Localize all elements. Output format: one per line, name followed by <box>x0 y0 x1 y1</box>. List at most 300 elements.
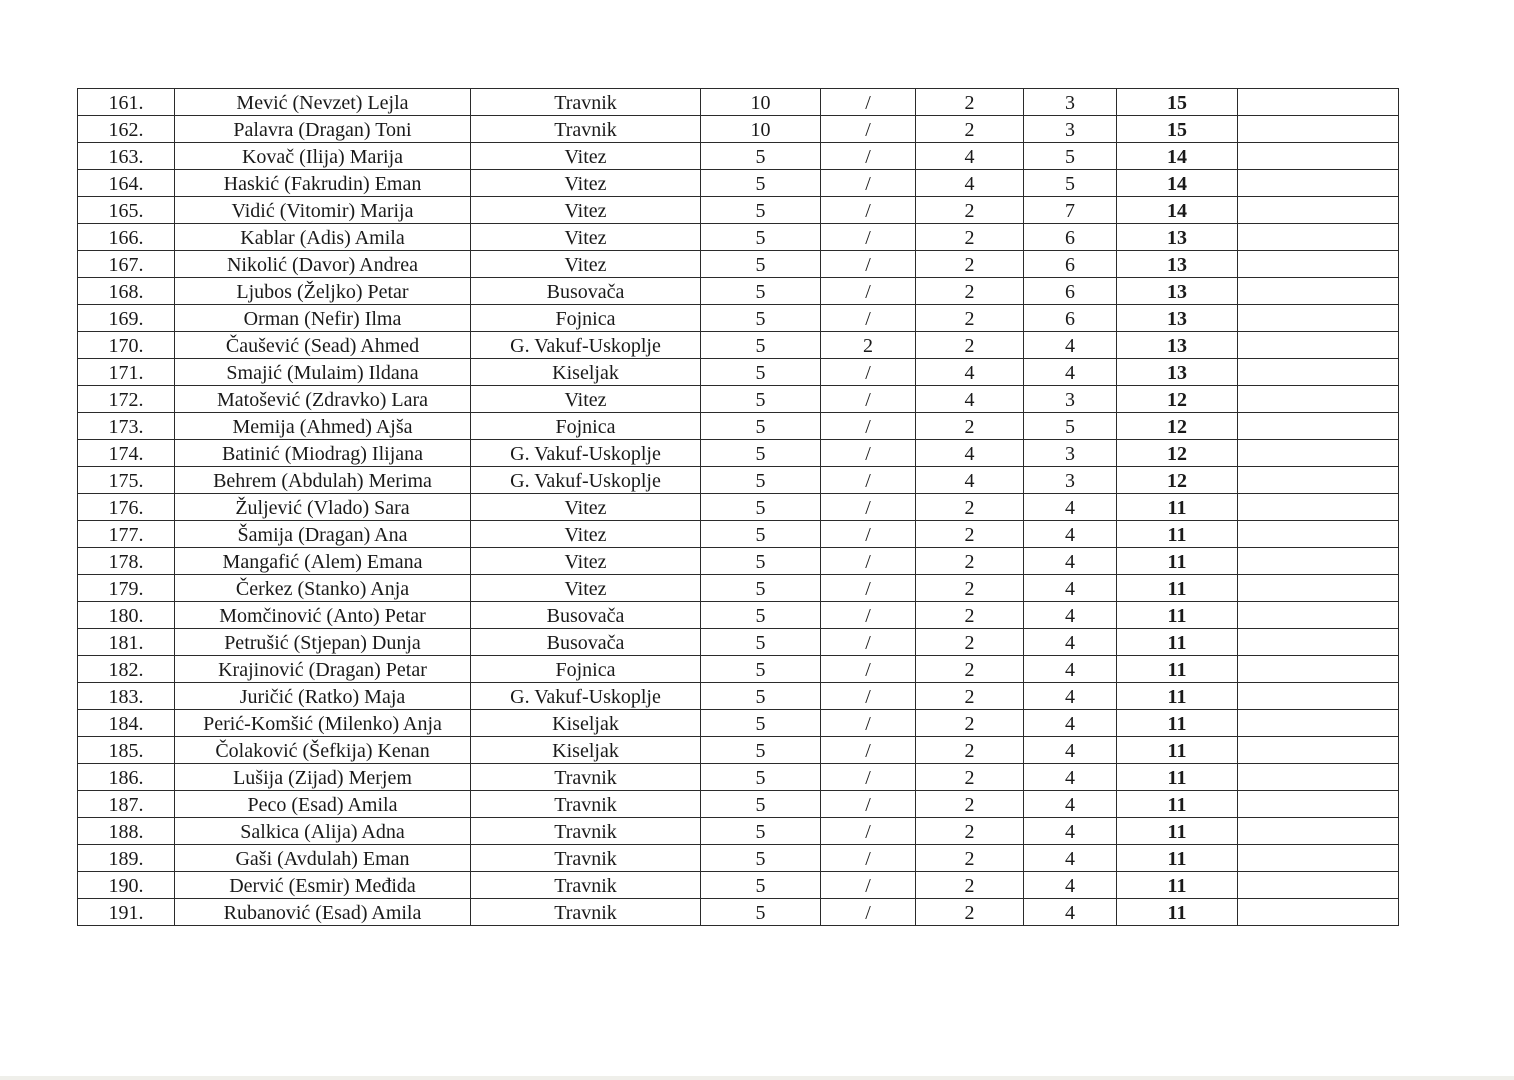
score-c-cell: 2 <box>916 899 1024 926</box>
municipality-cell: Vitez <box>471 386 701 413</box>
score-a-cell: 5 <box>701 764 821 791</box>
row-number-cell: 175. <box>78 467 175 494</box>
row-number-cell: 176. <box>78 494 175 521</box>
empty-cell <box>1238 683 1399 710</box>
score-a-cell: 5 <box>701 683 821 710</box>
total-score-cell: 11 <box>1117 818 1238 845</box>
score-b-cell: / <box>821 602 916 629</box>
score-d-cell: 6 <box>1024 278 1117 305</box>
row-number-cell: 172. <box>78 386 175 413</box>
score-a-cell: 5 <box>701 791 821 818</box>
row-number-cell: 177. <box>78 521 175 548</box>
student-name-cell: Batinić (Miodrag) Ilijana <box>175 440 471 467</box>
score-a-cell: 5 <box>701 656 821 683</box>
municipality-cell: Vitez <box>471 521 701 548</box>
table-row <box>78 818 1399 845</box>
student-name-cell: Čerkez (Stanko) Anja <box>175 575 471 602</box>
total-score-cell: 11 <box>1117 521 1238 548</box>
municipality-cell: Busovača <box>471 602 701 629</box>
table-row <box>78 143 1399 170</box>
score-b-cell: / <box>821 278 916 305</box>
table-row <box>78 845 1399 872</box>
empty-cell <box>1238 629 1399 656</box>
empty-cell <box>1238 575 1399 602</box>
score-b-cell: / <box>821 548 916 575</box>
table-row <box>78 683 1399 710</box>
table-row <box>78 278 1399 305</box>
score-c-cell: 2 <box>916 278 1024 305</box>
score-c-cell: 2 <box>916 548 1024 575</box>
score-a-cell: 5 <box>701 386 821 413</box>
score-d-cell: 4 <box>1024 791 1117 818</box>
score-b-cell: / <box>821 305 916 332</box>
student-name-cell: Salkica (Alija) Adna <box>175 818 471 845</box>
table-row <box>78 467 1399 494</box>
score-a-cell: 5 <box>701 305 821 332</box>
score-c-cell: 2 <box>916 575 1024 602</box>
municipality-cell: Vitez <box>471 143 701 170</box>
municipality-cell: Kiseljak <box>471 737 701 764</box>
empty-cell <box>1238 899 1399 926</box>
score-b-cell: / <box>821 656 916 683</box>
municipality-cell: Travnik <box>471 116 701 143</box>
score-b-cell: / <box>821 251 916 278</box>
score-b-cell: / <box>821 845 916 872</box>
table-row <box>78 197 1399 224</box>
table-row <box>78 548 1399 575</box>
score-b-cell: 2 <box>821 332 916 359</box>
municipality-cell: Fojnica <box>471 656 701 683</box>
municipality-cell: G. Vakuf-Uskoplje <box>471 467 701 494</box>
table-row <box>78 413 1399 440</box>
municipality-cell: Vitez <box>471 197 701 224</box>
student-name-cell: Čaušević (Sead) Ahmed <box>175 332 471 359</box>
score-d-cell: 5 <box>1024 143 1117 170</box>
municipality-cell: Travnik <box>471 818 701 845</box>
score-a-cell: 10 <box>701 116 821 143</box>
row-number-cell: 179. <box>78 575 175 602</box>
row-number-cell: 174. <box>78 440 175 467</box>
table-row <box>78 305 1399 332</box>
empty-cell <box>1238 332 1399 359</box>
student-name-cell: Dervić (Esmir) Međida <box>175 872 471 899</box>
total-score-cell: 11 <box>1117 845 1238 872</box>
total-score-cell: 11 <box>1117 710 1238 737</box>
empty-cell <box>1238 818 1399 845</box>
total-score-cell: 11 <box>1117 872 1238 899</box>
row-number-cell: 190. <box>78 872 175 899</box>
row-number-cell: 191. <box>78 899 175 926</box>
row-number-cell: 173. <box>78 413 175 440</box>
score-d-cell: 4 <box>1024 332 1117 359</box>
score-a-cell: 5 <box>701 521 821 548</box>
municipality-cell: Vitez <box>471 170 701 197</box>
score-c-cell: 2 <box>916 602 1024 629</box>
score-c-cell: 2 <box>916 764 1024 791</box>
score-a-cell: 5 <box>701 170 821 197</box>
score-d-cell: 4 <box>1024 548 1117 575</box>
total-score-cell: 14 <box>1117 143 1238 170</box>
score-b-cell: / <box>821 521 916 548</box>
empty-cell <box>1238 602 1399 629</box>
empty-cell <box>1238 251 1399 278</box>
student-name-cell: Smajić (Mulaim) Ildana <box>175 359 471 386</box>
total-score-cell: 11 <box>1117 791 1238 818</box>
score-a-cell: 5 <box>701 467 821 494</box>
score-d-cell: 5 <box>1024 170 1117 197</box>
municipality-cell: Vitez <box>471 494 701 521</box>
student-name-cell: Šamija (Dragan) Ana <box>175 521 471 548</box>
score-a-cell: 5 <box>701 710 821 737</box>
score-d-cell: 4 <box>1024 818 1117 845</box>
score-b-cell: / <box>821 872 916 899</box>
score-c-cell: 4 <box>916 440 1024 467</box>
table-row <box>78 494 1399 521</box>
empty-cell <box>1238 548 1399 575</box>
total-score-cell: 11 <box>1117 899 1238 926</box>
total-score-cell: 13 <box>1117 224 1238 251</box>
empty-cell <box>1238 656 1399 683</box>
empty-cell <box>1238 791 1399 818</box>
row-number-cell: 164. <box>78 170 175 197</box>
municipality-cell: Busovača <box>471 629 701 656</box>
table-row <box>78 440 1399 467</box>
score-c-cell: 2 <box>916 872 1024 899</box>
total-score-cell: 12 <box>1117 440 1238 467</box>
municipality-cell: Travnik <box>471 845 701 872</box>
score-a-cell: 5 <box>701 818 821 845</box>
total-score-cell: 11 <box>1117 494 1238 521</box>
score-c-cell: 4 <box>916 386 1024 413</box>
total-score-cell: 13 <box>1117 278 1238 305</box>
score-b-cell: / <box>821 467 916 494</box>
row-number-cell: 162. <box>78 116 175 143</box>
row-number-cell: 184. <box>78 710 175 737</box>
score-c-cell: 4 <box>916 170 1024 197</box>
total-score-cell: 11 <box>1117 629 1238 656</box>
student-name-cell: Matošević (Zdravko) Lara <box>175 386 471 413</box>
total-score-cell: 13 <box>1117 359 1238 386</box>
score-b-cell: / <box>821 899 916 926</box>
score-b-cell: / <box>821 683 916 710</box>
table-row <box>78 575 1399 602</box>
score-b-cell: / <box>821 386 916 413</box>
row-number-cell: 171. <box>78 359 175 386</box>
row-number-cell: 178. <box>78 548 175 575</box>
table-row <box>78 656 1399 683</box>
student-name-cell: Ljubos (Željko) Petar <box>175 278 471 305</box>
empty-cell <box>1238 305 1399 332</box>
score-d-cell: 4 <box>1024 575 1117 602</box>
row-number-cell: 169. <box>78 305 175 332</box>
empty-cell <box>1238 197 1399 224</box>
score-a-cell: 5 <box>701 440 821 467</box>
total-score-cell: 11 <box>1117 602 1238 629</box>
student-name-cell: Peco (Esad) Amila <box>175 791 471 818</box>
student-name-cell: Kovač (Ilija) Marija <box>175 143 471 170</box>
score-a-cell: 5 <box>701 494 821 521</box>
score-b-cell: / <box>821 440 916 467</box>
score-c-cell: 2 <box>916 197 1024 224</box>
table-row <box>78 251 1399 278</box>
score-d-cell: 4 <box>1024 710 1117 737</box>
score-b-cell: / <box>821 710 916 737</box>
row-number-cell: 181. <box>78 629 175 656</box>
municipality-cell: Travnik <box>471 791 701 818</box>
score-b-cell: / <box>821 575 916 602</box>
total-score-cell: 11 <box>1117 548 1238 575</box>
score-a-cell: 5 <box>701 629 821 656</box>
table-row <box>78 629 1399 656</box>
score-b-cell: / <box>821 629 916 656</box>
empty-cell <box>1238 764 1399 791</box>
student-name-cell: Memija (Ahmed) Ajša <box>175 413 471 440</box>
table-row <box>78 386 1399 413</box>
score-d-cell: 4 <box>1024 899 1117 926</box>
score-b-cell: / <box>821 359 916 386</box>
score-d-cell: 3 <box>1024 89 1117 116</box>
total-score-cell: 12 <box>1117 467 1238 494</box>
score-b-cell: / <box>821 494 916 521</box>
table-row <box>78 710 1399 737</box>
score-b-cell: / <box>821 224 916 251</box>
score-d-cell: 3 <box>1024 440 1117 467</box>
row-number-cell: 188. <box>78 818 175 845</box>
table-row <box>78 89 1399 116</box>
row-number-cell: 185. <box>78 737 175 764</box>
empty-cell <box>1238 116 1399 143</box>
score-a-cell: 5 <box>701 845 821 872</box>
student-name-cell: Kablar (Adis) Amila <box>175 224 471 251</box>
score-a-cell: 5 <box>701 143 821 170</box>
total-score-cell: 15 <box>1117 116 1238 143</box>
student-name-cell: Žuljević (Vlado) Sara <box>175 494 471 521</box>
score-d-cell: 3 <box>1024 386 1117 413</box>
row-number-cell: 187. <box>78 791 175 818</box>
score-c-cell: 4 <box>916 359 1024 386</box>
municipality-cell: Travnik <box>471 872 701 899</box>
table-row <box>78 332 1399 359</box>
row-number-cell: 163. <box>78 143 175 170</box>
row-number-cell: 168. <box>78 278 175 305</box>
total-score-cell: 13 <box>1117 305 1238 332</box>
total-score-cell: 12 <box>1117 413 1238 440</box>
row-number-cell: 167. <box>78 251 175 278</box>
student-name-cell: Momčinović (Anto) Petar <box>175 602 471 629</box>
empty-cell <box>1238 494 1399 521</box>
results-table-body <box>78 89 1399 926</box>
student-name-cell: Lušija (Zijad) Merjem <box>175 764 471 791</box>
municipality-cell: G. Vakuf-Uskoplje <box>471 332 701 359</box>
scan-edge <box>0 1076 1514 1080</box>
table-row <box>78 521 1399 548</box>
student-name-cell: Gaši (Avdulah) Eman <box>175 845 471 872</box>
score-d-cell: 3 <box>1024 116 1117 143</box>
row-number-cell: 161. <box>78 89 175 116</box>
municipality-cell: Travnik <box>471 764 701 791</box>
score-a-cell: 5 <box>701 548 821 575</box>
score-c-cell: 2 <box>916 332 1024 359</box>
score-c-cell: 2 <box>916 251 1024 278</box>
score-d-cell: 4 <box>1024 683 1117 710</box>
table-row <box>78 224 1399 251</box>
score-a-cell: 5 <box>701 899 821 926</box>
table-row <box>78 602 1399 629</box>
row-number-cell: 180. <box>78 602 175 629</box>
empty-cell <box>1238 521 1399 548</box>
total-score-cell: 12 <box>1117 386 1238 413</box>
row-number-cell: 166. <box>78 224 175 251</box>
empty-cell <box>1238 710 1399 737</box>
empty-cell <box>1238 413 1399 440</box>
row-number-cell: 186. <box>78 764 175 791</box>
row-number-cell: 189. <box>78 845 175 872</box>
total-score-cell: 11 <box>1117 683 1238 710</box>
score-b-cell: / <box>821 143 916 170</box>
score-a-cell: 5 <box>701 575 821 602</box>
score-d-cell: 3 <box>1024 467 1117 494</box>
table-row <box>78 116 1399 143</box>
student-name-cell: Juričić (Ratko) Maja <box>175 683 471 710</box>
total-score-cell: 14 <box>1117 197 1238 224</box>
total-score-cell: 15 <box>1117 89 1238 116</box>
table-row <box>78 359 1399 386</box>
empty-cell <box>1238 170 1399 197</box>
empty-cell <box>1238 872 1399 899</box>
score-a-cell: 5 <box>701 251 821 278</box>
score-a-cell: 5 <box>701 224 821 251</box>
student-name-cell: Haskić (Fakrudin) Eman <box>175 170 471 197</box>
total-score-cell: 11 <box>1117 575 1238 602</box>
table-row <box>78 764 1399 791</box>
score-b-cell: / <box>821 764 916 791</box>
municipality-cell: Travnik <box>471 89 701 116</box>
empty-cell <box>1238 143 1399 170</box>
score-a-cell: 10 <box>701 89 821 116</box>
score-d-cell: 7 <box>1024 197 1117 224</box>
score-b-cell: / <box>821 116 916 143</box>
empty-cell <box>1238 359 1399 386</box>
score-d-cell: 6 <box>1024 251 1117 278</box>
student-name-cell: Perić-Komšić (Milenko) Anja <box>175 710 471 737</box>
municipality-cell: Kiseljak <box>471 359 701 386</box>
score-c-cell: 4 <box>916 143 1024 170</box>
municipality-cell: Vitez <box>471 251 701 278</box>
score-a-cell: 5 <box>701 737 821 764</box>
score-b-cell: / <box>821 197 916 224</box>
student-name-cell: Mević (Nevzet) Lejla <box>175 89 471 116</box>
score-d-cell: 4 <box>1024 737 1117 764</box>
score-c-cell: 2 <box>916 818 1024 845</box>
municipality-cell: Kiseljak <box>471 710 701 737</box>
municipality-cell: Busovača <box>471 278 701 305</box>
score-d-cell: 4 <box>1024 494 1117 521</box>
score-c-cell: 2 <box>916 656 1024 683</box>
municipality-cell: Fojnica <box>471 413 701 440</box>
score-a-cell: 5 <box>701 197 821 224</box>
score-c-cell: 2 <box>916 629 1024 656</box>
score-b-cell: / <box>821 413 916 440</box>
score-b-cell: / <box>821 89 916 116</box>
total-score-cell: 13 <box>1117 251 1238 278</box>
table-row <box>78 899 1399 926</box>
score-c-cell: 2 <box>916 737 1024 764</box>
score-b-cell: / <box>821 170 916 197</box>
score-b-cell: / <box>821 791 916 818</box>
score-c-cell: 2 <box>916 683 1024 710</box>
score-a-cell: 5 <box>701 872 821 899</box>
student-name-cell: Rubanović (Esad) Amila <box>175 899 471 926</box>
score-a-cell: 5 <box>701 359 821 386</box>
empty-cell <box>1238 440 1399 467</box>
score-c-cell: 2 <box>916 494 1024 521</box>
student-name-cell: Mangafić (Alem) Emana <box>175 548 471 575</box>
municipality-cell: Travnik <box>471 899 701 926</box>
student-name-cell: Čolaković (Šefkija) Kenan <box>175 737 471 764</box>
score-d-cell: 4 <box>1024 521 1117 548</box>
total-score-cell: 11 <box>1117 764 1238 791</box>
empty-cell <box>1238 467 1399 494</box>
score-c-cell: 2 <box>916 116 1024 143</box>
empty-cell <box>1238 278 1399 305</box>
score-b-cell: / <box>821 818 916 845</box>
student-name-cell: Nikolić (Davor) Andrea <box>175 251 471 278</box>
row-number-cell: 170. <box>78 332 175 359</box>
row-number-cell: 183. <box>78 683 175 710</box>
score-a-cell: 5 <box>701 332 821 359</box>
row-number-cell: 165. <box>78 197 175 224</box>
score-b-cell: / <box>821 737 916 764</box>
score-d-cell: 4 <box>1024 845 1117 872</box>
total-score-cell: 13 <box>1117 332 1238 359</box>
score-d-cell: 4 <box>1024 359 1117 386</box>
score-d-cell: 4 <box>1024 629 1117 656</box>
score-c-cell: 2 <box>916 413 1024 440</box>
empty-cell <box>1238 737 1399 764</box>
empty-cell <box>1238 89 1399 116</box>
table-row <box>78 791 1399 818</box>
score-d-cell: 4 <box>1024 656 1117 683</box>
student-name-cell: Krajinović (Dragan) Petar <box>175 656 471 683</box>
score-c-cell: 2 <box>916 305 1024 332</box>
score-c-cell: 2 <box>916 89 1024 116</box>
score-c-cell: 2 <box>916 791 1024 818</box>
total-score-cell: 11 <box>1117 737 1238 764</box>
score-d-cell: 5 <box>1024 413 1117 440</box>
municipality-cell: Vitez <box>471 575 701 602</box>
empty-cell <box>1238 224 1399 251</box>
empty-cell <box>1238 386 1399 413</box>
empty-cell <box>1238 845 1399 872</box>
municipality-cell: Vitez <box>471 548 701 575</box>
student-name-cell: Orman (Nefir) Ilma <box>175 305 471 332</box>
student-name-cell: Vidić (Vitomir) Marija <box>175 197 471 224</box>
score-d-cell: 6 <box>1024 224 1117 251</box>
table-row <box>78 872 1399 899</box>
score-c-cell: 2 <box>916 845 1024 872</box>
score-c-cell: 2 <box>916 521 1024 548</box>
score-a-cell: 5 <box>701 602 821 629</box>
score-d-cell: 4 <box>1024 602 1117 629</box>
total-score-cell: 11 <box>1117 656 1238 683</box>
total-score-cell: 14 <box>1117 170 1238 197</box>
score-c-cell: 4 <box>916 467 1024 494</box>
score-c-cell: 2 <box>916 224 1024 251</box>
table-row <box>78 737 1399 764</box>
results-table <box>77 88 1399 926</box>
row-number-cell: 182. <box>78 656 175 683</box>
score-d-cell: 4 <box>1024 872 1117 899</box>
